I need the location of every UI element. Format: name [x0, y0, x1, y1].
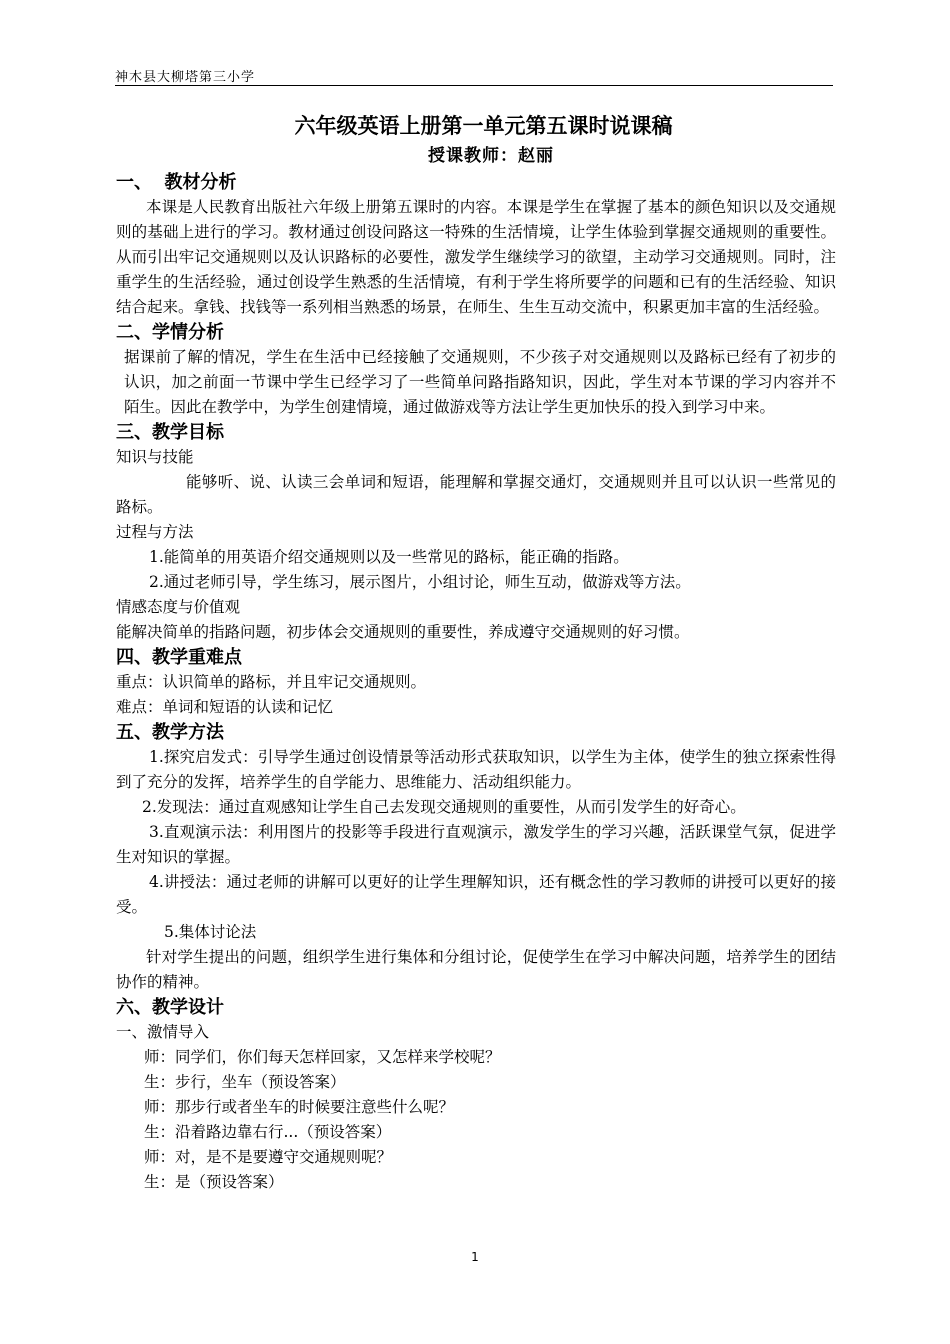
- subheading-lead-in: 一、激情导入: [116, 1023, 210, 1041]
- key-point: 重点：认识简单的路标，并且牢记交通规则。: [116, 673, 427, 691]
- knowledge-skills-text: 能够听、说、认读三会单词和短语，能理解和掌握交通灯，交通规则并且可以认识一些常见的路标。: [116, 473, 836, 516]
- section-heading-2: 二、学情分析: [116, 322, 224, 343]
- dialog-line: 生：是（预设答案）: [144, 1173, 284, 1191]
- section-heading-5: 五、教学方法: [116, 722, 224, 743]
- dialog-line: 师：同学们，你们每天怎样回家，又怎样来学校呢？: [144, 1048, 501, 1066]
- section-heading-4: 四、教学重难点: [116, 647, 242, 668]
- process-method-item-1: 1.能简单的用英语介绍交通规则以及一些常见的路标，能正确的指路。: [149, 548, 629, 566]
- header-rule: [115, 85, 833, 86]
- method-2: 2.发现法：通过直观感知让学生自己去发现交通规则的重要性，从而引发学生的好奇心。: [142, 798, 746, 816]
- dialog-line: 师：对，是不是要遵守交通规则呢？: [144, 1148, 393, 1166]
- dialog-line: 师：那步行或者坐车的时候要注意些什么呢？: [144, 1098, 455, 1116]
- teacher-line: 授课教师：赵丽: [428, 146, 554, 166]
- section-heading-6: 六、教学设计: [116, 997, 224, 1018]
- section-heading-1: 一、 教材分析: [116, 172, 237, 193]
- subheading-process-method: 过程与方法: [116, 523, 194, 541]
- document-body: [116, 110, 836, 1195]
- dialog-line: 生：步行，坐车（预设答案）: [144, 1073, 346, 1091]
- header-school-name: 神木县大柳塔第三小学: [115, 70, 256, 85]
- section-2-paragraph: 据课前了解的情况，学生在生活中已经接触了交通规则，不少孩子对交通规则以及路标已经有了初步的认识，加之前面一节课中学生已经学习了一些简单问路指路知识，因此，学生对本节课的学习内容并不陌生。因此在教学中，为学生创建情境，通过做游戏等方法让学生更加快乐的投入到学习中来。: [124, 348, 836, 416]
- subheading-knowledge-skills: 知识与技能: [116, 448, 194, 466]
- method-1: 1.探究启发式：引导学生通过创设情景等活动形式获取知识，以学生为主体，使学生的独立探索性得到了充分的发挥，培养学生的自学能力、思维能力、活动组织能力。: [116, 748, 836, 791]
- method-5-text: 针对学生提出的问题，组织学生进行集体和分组讨论，促使学生在学习中解决问题，培养学生的团结协作的精神。: [116, 948, 836, 991]
- page-number: 1: [471, 1250, 479, 1264]
- section-heading-3: 三、教学目标: [116, 422, 224, 443]
- dialog-line: 生：沿着路边靠右行...（预设答案）: [144, 1123, 392, 1141]
- method-4: 4.讲授法：通过老师的讲解可以更好的让学生理解知识，还有概念性的学习教师的讲授可以更好的接受。: [116, 873, 836, 916]
- difficult-point: 难点：单词和短语的认读和记忆: [116, 698, 334, 716]
- subheading-attitude-values: 情感态度与价值观: [116, 598, 241, 616]
- document-title: 六年级英语上册第一单元第五课时说课稿: [294, 114, 673, 138]
- method-3: 3.直观演示法：利用图片的投影等手段进行直观演示，激发学生的学习兴趣，活跃课堂气氛，促进学生对知识的掌握。: [116, 823, 836, 866]
- attitude-values-text: 能解决简单的指路问题，初步体会交通规则的重要性，养成遵守交通规则的好习惯。: [116, 623, 690, 641]
- method-5: 5.集体讨论法: [164, 923, 257, 941]
- process-method-item-2: 2.通过老师引导，学生练习，展示图片，小组讨论，师生互动，做游戏等方法。: [149, 573, 691, 591]
- section-1-paragraph: 本课是人民教育出版社六年级上册第五课时的内容。本课是学生在掌握了基本的颜色知识以及交通规则的基础上进行的学习。教材通过创设问路这一特殊的生活情境，让学生体验到掌握交通规则的重要性。从而引出牢记交通规则以及认识路标的必要性，激发学生继续学习的欲望，主动学习交通规则。同时，注重学生的生活经验，通过创设学生熟悉的生活情境，有利于学生将所要学的问题和已有的生活经验、知识结合起来。拿钱、找钱等一系列相当熟悉的场景，在师生、生生互动交流中，积累更加丰富的生活经验。: [116, 198, 836, 316]
